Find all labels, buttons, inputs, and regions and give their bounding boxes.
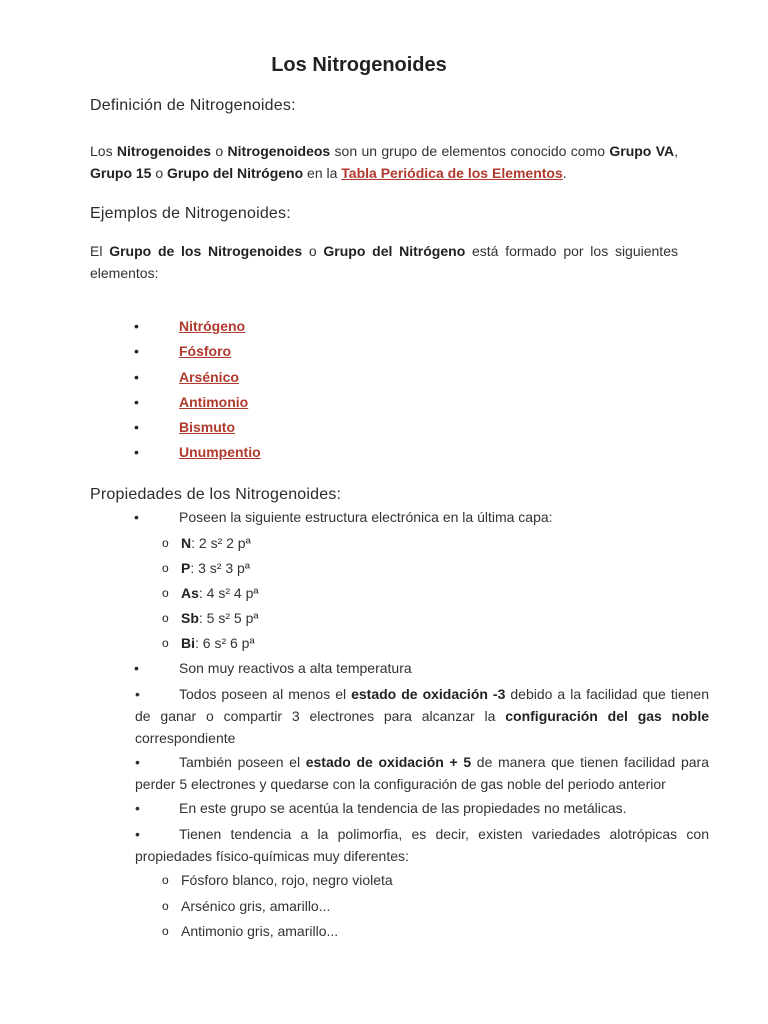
term-oxidation-minus3: estado de oxidación -3 (351, 686, 506, 702)
text: También poseen el (179, 754, 306, 770)
allotrope-item: Antimonio gris, amarillo... (181, 923, 339, 939)
property-oxidation-plus5 (135, 751, 709, 795)
bullet-icon: • (135, 800, 140, 816)
bullet-icon: • (135, 826, 140, 842)
bullet-icon: • (135, 754, 140, 770)
text: debido a la facilidad que tienen de ganar o compartir 3 electrones para alcanzar la (135, 686, 709, 724)
term-grupo-15: Grupo 15 (90, 165, 152, 181)
circle-bullet-icon: o (162, 924, 169, 938)
property-non-metallic (135, 797, 709, 819)
circle-bullet-icon: o (162, 873, 169, 887)
text: , (674, 143, 678, 159)
definition-paragraph (90, 140, 678, 184)
property-reactive: Son muy reactivos a alta temperatura (179, 660, 412, 676)
examples-paragraph (90, 240, 678, 284)
property-oxidation-minus3 (135, 683, 709, 749)
element-link-nitrogeno[interactable]: Nitrógeno (179, 318, 246, 334)
circle-bullet-icon: o (162, 536, 169, 550)
config-item (181, 632, 255, 654)
config-text: : 4 s² 4 pª (198, 585, 259, 601)
text: son un grupo de elementos conocido como (330, 143, 610, 159)
term-grupo-nitrogeno: Grupo del Nitrógeno (167, 165, 304, 181)
circle-bullet-icon: o (162, 586, 169, 600)
element-symbol: Bi (181, 635, 195, 651)
bullet-icon: • (134, 660, 139, 676)
text: en la (303, 165, 342, 181)
text: o (151, 165, 168, 181)
element-symbol: As (181, 585, 199, 601)
term-nitrogenoides: Nitrogenoides (116, 143, 212, 159)
config-text: : 3 s² 3 pª (190, 560, 250, 576)
bullet-icon: • (134, 394, 139, 410)
property-electronic-structure: Poseen la siguiente estructura electrónica en la última capa: (179, 509, 553, 525)
config-item (181, 557, 250, 579)
text: Tienen tendencia a la polimorfia, es decir, existen variedades alotrópicas con propiedades físico-químicas muy diferentes: (135, 826, 709, 864)
term-grupo-va: Grupo VA (609, 143, 675, 159)
element-symbol: Sb (181, 610, 199, 626)
bullet-icon: • (134, 369, 139, 385)
property-polymorphism (135, 823, 709, 867)
term-grupo-nitrogenoides: Grupo de los Nitrogenoides (109, 243, 303, 259)
element-link-antimonio[interactable]: Antimonio (179, 394, 249, 410)
properties-heading: Propiedades de los Nitrogenoides: (90, 486, 342, 503)
circle-bullet-icon: o (162, 636, 169, 650)
text: En este grupo se acentúa la tendencia de las propiedades no metálicas. (179, 800, 627, 816)
config-item (181, 607, 259, 629)
config-item (181, 532, 251, 554)
allotrope-item: Fósforo blanco, rojo, negro violeta (181, 872, 393, 888)
term-nitrogenoideos: Nitrogenoideos (227, 143, 331, 159)
text: de manera que tienen facilidad para perder 5 electrones y quedarse con la configuración de gas noble del periodo anterior (135, 754, 709, 792)
text: o (211, 143, 228, 159)
element-link-arsenico[interactable]: Arsénico (179, 369, 239, 385)
allotrope-item: Arsénico gris, amarillo... (181, 898, 331, 914)
term-noble-gas-config: configuración del gas noble (505, 708, 709, 724)
circle-bullet-icon: o (162, 611, 169, 625)
config-text: : 5 s² 5 pª (198, 610, 259, 626)
bullet-icon: • (135, 686, 140, 702)
element-symbol: N (181, 535, 192, 551)
term-grupo-nitrogeno: Grupo del Nitrógeno (323, 243, 466, 259)
element-link-unumpentio[interactable]: Unumpentio (179, 444, 261, 460)
bullet-icon: • (134, 419, 139, 435)
bullet-icon: • (134, 343, 139, 359)
text: El (90, 243, 110, 259)
element-link-bismuto[interactable]: Bismuto (179, 419, 235, 435)
periodic-table-link[interactable]: Tabla Periódica de los Elementos (341, 165, 563, 181)
text: Todos poseen al menos el (179, 686, 352, 702)
text: o (302, 243, 324, 259)
text: Los (90, 143, 117, 159)
text: correspondiente (135, 730, 236, 746)
term-oxidation-plus5: estado de oxidación + 5 (305, 754, 472, 770)
bullet-icon: • (134, 318, 139, 334)
definition-heading: Definición de Nitrogenoides: (90, 97, 296, 114)
circle-bullet-icon: o (162, 899, 169, 913)
circle-bullet-icon: o (162, 561, 169, 575)
config-item (181, 582, 259, 604)
text: está formado por los siguientes elementos: (90, 243, 678, 281)
page-title: Los Nitrogenoides (271, 54, 447, 76)
config-text: : 6 s² 6 pª (195, 635, 255, 651)
element-symbol: P (181, 560, 191, 576)
text: . (562, 165, 567, 181)
bullet-icon: • (134, 444, 139, 460)
bullet-icon: • (134, 509, 139, 525)
examples-heading: Ejemplos de Nitrogenoides: (90, 205, 291, 222)
config-text: : 2 s² 2 pª (191, 535, 251, 551)
element-link-fosforo[interactable]: Fósforo (179, 343, 232, 359)
